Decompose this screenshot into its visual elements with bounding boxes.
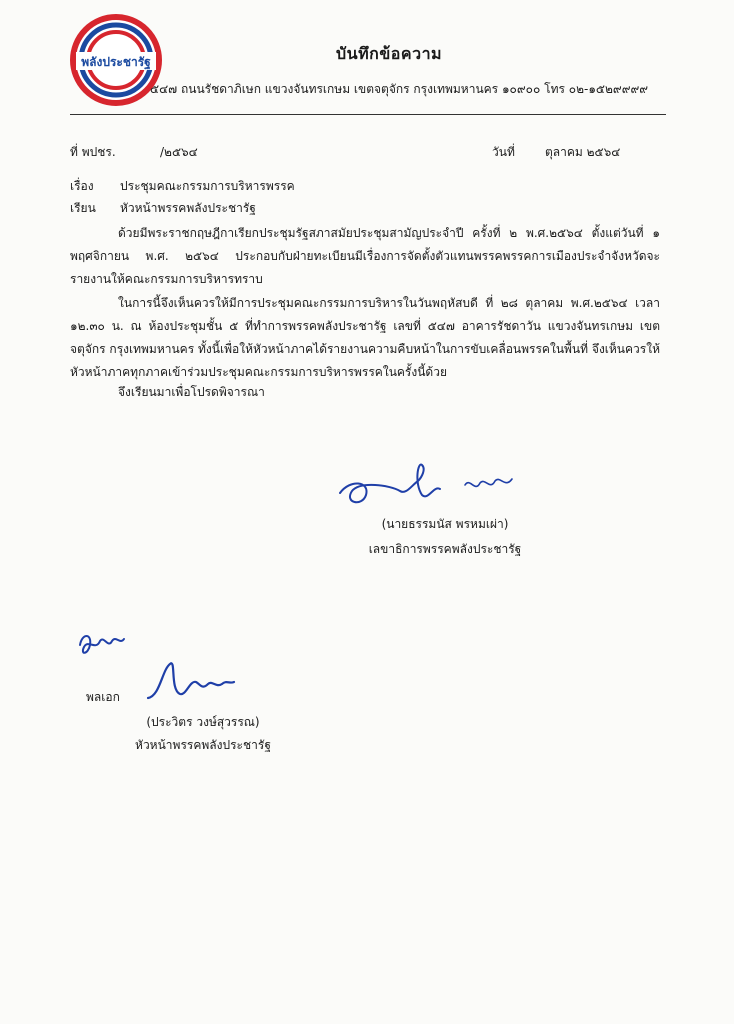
signer1-name: (นายธรรมนัส พรหมเผ่า) <box>381 517 509 531</box>
ref-label: ที่ พปชร. <box>70 145 116 159</box>
date-label: วันที่ <box>492 145 515 159</box>
party-address: ๕๔๗ ถนนรัชดาภิเษก แขวงจันทรเกษม เขตจตุจักร กรุงเทพมหานคร ๑๐๙๐๐ โทร ๐๒-๑๕๒๙๙๙๙ <box>150 82 649 96</box>
signer2-name: (ประวิตร วงษ์สุวรรณ) <box>146 715 260 729</box>
handwritten-signature-secretary <box>330 455 530 515</box>
party-logo <box>70 14 162 106</box>
body-paragraph-2: ในการนี้จึงเห็นควรให้มีการประชุมคณะกรรมการบริหารในวันพฤหัสบดี ที่ ๒๘ ตุลาคม พ.ศ.๒๕๖๔ เวลา ๑๒.๓๐ น. ณ ห้องประชุมชั้น ๕ ที่ทำการพรรคพลังประชารัฐ เลขที่ ๕๔๗ อาคารรัชดาวัน แขวงจันทรเกษม เขตจตุจักร กรุงเทพมหานคร ทั้งนี้เพื่อให้หัวหน้าภาคได้รายงานความคืบหน้าในการขับเคลื่อนพรรคในพื้นที่ จึงเห็นควรให้หัวหน้าภาคทุกภาคเข้าร่วมประชุมคณะกรรมการบริหารพรรคในครั้งนี้ด้วย <box>70 296 660 379</box>
to-text: หัวหน้าพรรคพลังประชารัฐ <box>120 201 256 215</box>
to-label: เรียน <box>70 201 96 215</box>
handwritten-signature-leader <box>140 650 240 710</box>
signer2-rank: พลเอก <box>86 690 120 704</box>
subject-label: เรื่อง <box>70 179 94 193</box>
body-paragraph-1: ด้วยมีพระราชกฤษฎีกาเรียกประชุมรัฐสภาสมัยประชุมสามัญประจำปี ครั้งที่ ๒ พ.ศ.๒๕๖๔ ตั้งแต่วันที่ ๑ พฤศจิกายน พ.ศ. ๒๕๖๔ ประกอบกับฝ่ายทะเบียนมีเรื่องการจัดตั้งตัวแทนพรรคพรรคการเมืองประจำจังหวัดจะรายงานให้คณะกรรมการบริหารทราบ <box>70 226 660 286</box>
subject-text: ประชุมคณะกรรมการบริหารพรรค <box>120 179 295 193</box>
header-divider <box>70 114 666 115</box>
ref-number: /๒๕๖๔ <box>160 145 198 159</box>
date-value: ตุลาคม ๒๕๖๔ <box>545 145 621 159</box>
signer1-position: เลขาธิการพรรคพลังประชารัฐ <box>368 542 522 556</box>
logo-text: พลังประชารัฐ <box>81 55 151 69</box>
handwritten-approval-note <box>74 625 134 665</box>
signer2-position: หัวหน้าพรรคพลังประชารัฐ <box>135 738 271 752</box>
memo-title: บันทึกข้อความ <box>336 44 443 63</box>
closing-line: จึงเรียนมาเพื่อโปรดพิจารณา <box>118 385 265 399</box>
